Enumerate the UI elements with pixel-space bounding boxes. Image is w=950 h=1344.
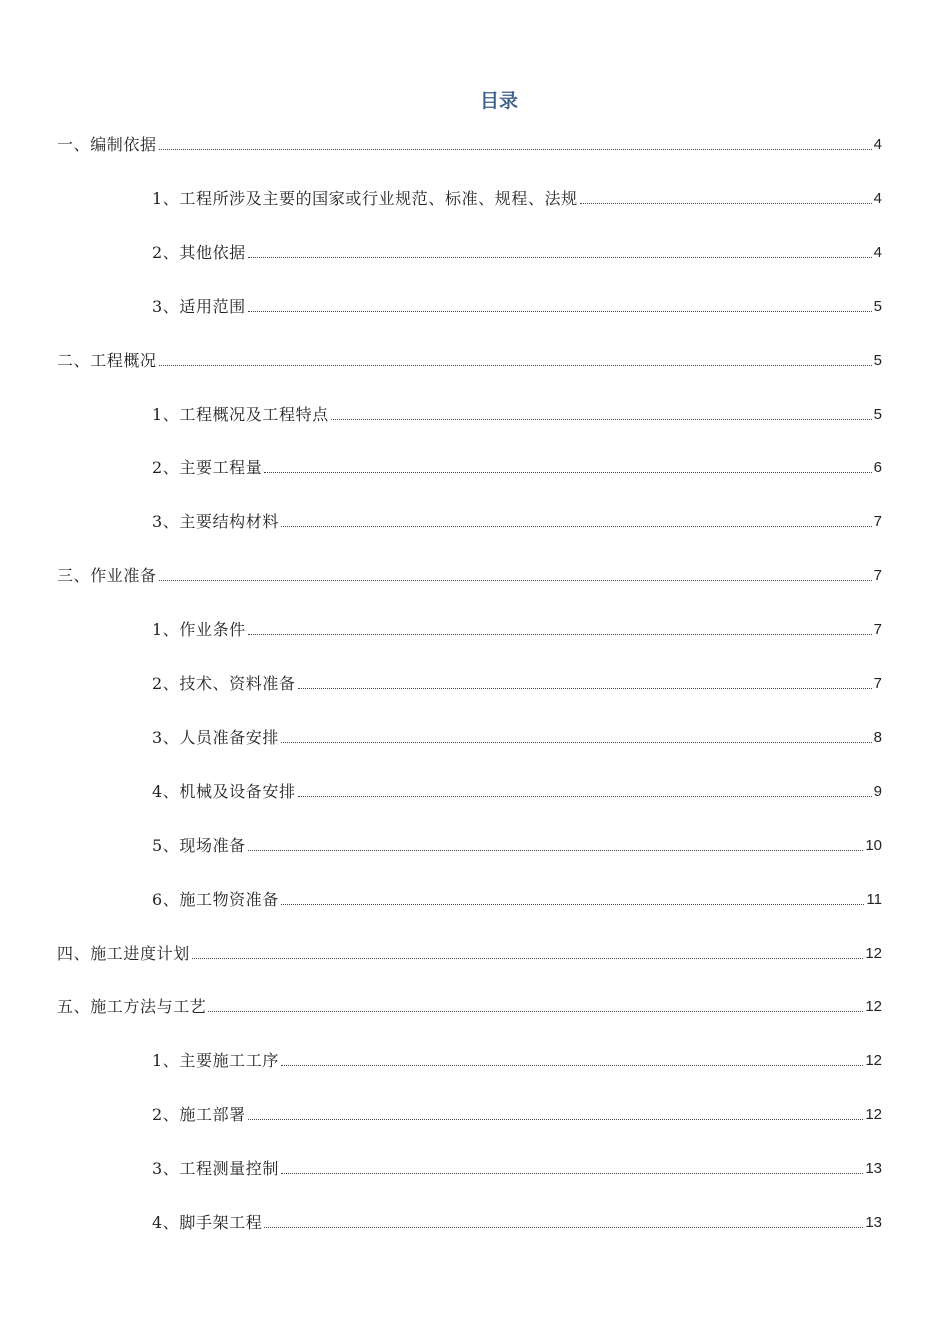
toc-entry-text: 1、工程所涉及主要的国家或行业规范、标准、规程、法规	[152, 189, 578, 208]
toc-entry[interactable]	[152, 778, 882, 802]
toc-entry[interactable]	[152, 1101, 882, 1125]
dot-leader	[159, 580, 872, 581]
toc-entry[interactable]	[152, 401, 882, 425]
toc-entry-text: 4、机械及设备安排	[152, 782, 296, 801]
toc-entry-page-number: 7	[873, 675, 882, 692]
dot-leader	[281, 1065, 863, 1066]
dot-leader	[248, 257, 872, 258]
dot-leader	[248, 850, 864, 851]
toc-entry[interactable]	[152, 1047, 882, 1071]
toc-entry[interactable]	[152, 616, 882, 640]
toc-entry-page-number: 12	[865, 998, 882, 1015]
toc-entry-text: 1、主要施工工序	[152, 1051, 279, 1070]
dot-leader	[298, 688, 872, 689]
toc-entry[interactable]	[152, 293, 882, 317]
toc-entry-page-number: 13	[865, 1160, 882, 1177]
toc-title: 目录	[479, 90, 518, 112]
toc-entry-text: 一、编制依据	[57, 135, 157, 154]
dot-leader	[159, 365, 872, 366]
dot-leader	[264, 1227, 863, 1228]
toc-entry-text: 3、人员准备安排	[152, 728, 279, 747]
dot-leader	[192, 958, 864, 959]
toc-entry[interactable]	[57, 993, 882, 1017]
toc-entry-page-number: 13	[865, 1214, 882, 1231]
toc-entry[interactable]	[57, 940, 882, 964]
dot-leader	[281, 904, 864, 905]
toc-entry-text: 2、主要工程量	[152, 458, 263, 477]
toc-entry-page-number: 4	[873, 136, 882, 153]
toc-entry[interactable]	[152, 724, 882, 748]
toc-entry-page-number: 6	[873, 459, 882, 476]
toc-entry[interactable]	[152, 454, 882, 478]
toc-entry-text: 6、施工物资准备	[152, 890, 279, 909]
toc-entry-text: 二、工程概况	[57, 351, 157, 370]
toc-entry-text: 四、施工进度计划	[57, 944, 190, 963]
toc-entry-page-number: 12	[865, 1106, 882, 1123]
toc-entry-page-number: 11	[866, 891, 882, 908]
dot-leader	[159, 149, 872, 150]
toc-entry-text: 1、工程概况及工程特点	[152, 405, 329, 424]
toc-entry[interactable]	[152, 1209, 882, 1233]
toc-entry-text: 2、其他依据	[152, 243, 246, 262]
toc-entry-page-number: 5	[873, 298, 882, 315]
toc-entry[interactable]	[152, 832, 882, 856]
toc-entry[interactable]	[152, 1155, 882, 1179]
toc-entry-text: 2、技术、资料准备	[152, 674, 296, 693]
toc-entry[interactable]	[152, 670, 882, 694]
toc-entry[interactable]	[152, 239, 882, 263]
dot-leader	[248, 311, 872, 312]
dot-leader	[264, 472, 871, 473]
toc-entry-text: 5、现场准备	[152, 836, 246, 855]
toc-entry-page-number: 5	[873, 406, 882, 423]
dot-leader	[248, 1119, 864, 1120]
toc-entry-page-number: 9	[873, 783, 882, 800]
toc-entry[interactable]	[152, 508, 882, 532]
dot-leader	[281, 742, 872, 743]
toc-entry-text: 2、施工部署	[152, 1105, 246, 1124]
toc-entry-text: 4、脚手架工程	[152, 1213, 263, 1232]
toc-entry[interactable]	[57, 562, 882, 586]
toc-entry-text: 1、作业条件	[152, 620, 246, 639]
toc-entry-page-number: 4	[873, 244, 882, 261]
toc-entry[interactable]	[152, 185, 882, 209]
dot-leader	[281, 1173, 863, 1174]
dot-leader	[281, 526, 872, 527]
toc-entry[interactable]	[57, 347, 882, 371]
toc-entry[interactable]	[152, 886, 882, 910]
toc-entry-page-number: 5	[873, 352, 882, 369]
toc-entry-page-number: 10	[865, 837, 882, 854]
dot-leader	[248, 634, 872, 635]
toc-entry-page-number: 12	[865, 945, 882, 962]
toc-entry-page-number: 7	[873, 513, 882, 530]
toc-entry-page-number: 4	[873, 190, 882, 207]
dot-leader	[298, 796, 872, 797]
dot-leader	[331, 419, 872, 420]
toc-entry-page-number: 8	[873, 729, 882, 746]
toc-entry-page-number: 7	[873, 621, 882, 638]
dot-leader	[208, 1011, 863, 1012]
toc-entry-text: 三、作业准备	[57, 566, 157, 585]
toc-entry[interactable]	[57, 131, 882, 155]
toc-entry-text: 3、适用范围	[152, 297, 246, 316]
toc-entry-text: 3、工程测量控制	[152, 1159, 279, 1178]
toc-entry-text: 3、主要结构材料	[152, 512, 279, 531]
toc-entry-page-number: 12	[865, 1052, 882, 1069]
toc-entry-text: 五、施工方法与工艺	[57, 997, 207, 1016]
toc-entry-page-number: 7	[873, 567, 882, 584]
dot-leader	[580, 203, 872, 204]
